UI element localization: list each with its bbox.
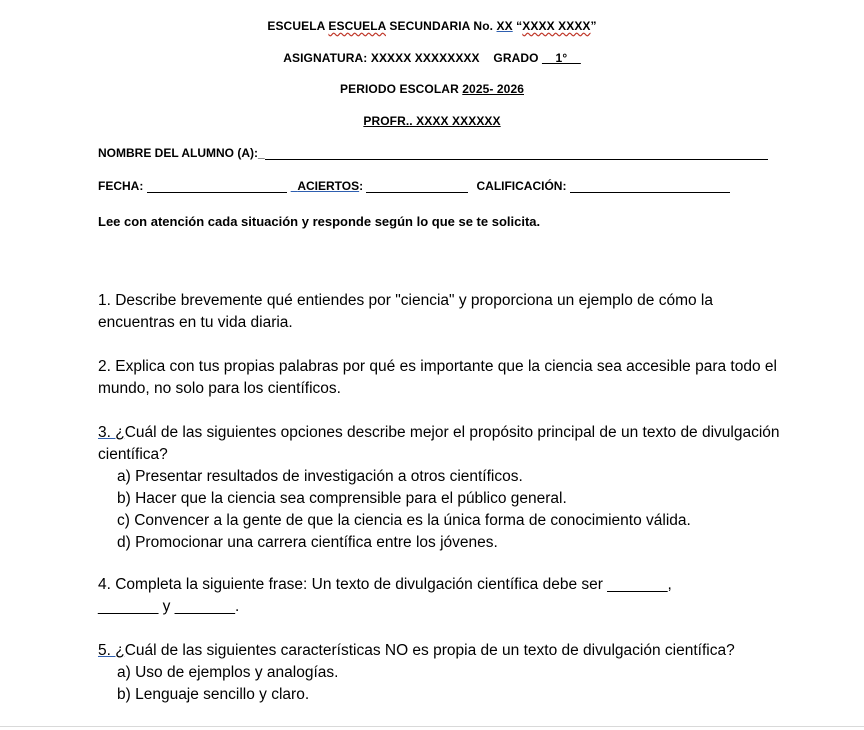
page-bottom-divider [0,726,864,727]
question-1: 1. Describe brevemente qué entiendes por "ciencia" y proporciona un ejemplo de cómo la encuentras en tu vida diaria. [98,292,713,331]
question-3-option-b: b) Hacer que la ciencia sea comprensible para el público general. [117,490,567,507]
question-4-line-1: 4. Completa la siguiente frase: Un texto de divulgación científica debe ser _______, [98,576,672,593]
question-3-option-d: d) Promocionar una carrera científica entre los jóvenes. [117,534,498,551]
grade-value: __1°__ [542,51,581,65]
period-label: PERIODO ESCOLAR [339,82,463,96]
score-field[interactable] [366,180,468,193]
teacher-label: PROFR. [363,114,410,128]
question-3-option-c: c) Convencer a la gente de que la ciencia es la única forma de conocimiento válida. [117,512,691,529]
school-number: XX [496,19,513,33]
school-prefix: E [267,19,276,33]
school-line [0,19,864,33]
school-prefix-rest: SCUELA [275,19,329,33]
school-name: XXXX XXXX [522,19,591,33]
question-5-text: Cuál de las siguientes características NO es propia de un texto de divulgación científica? [124,642,735,659]
subject-line [0,51,864,65]
question-3-text: Cuál de las siguientes opciones describe mejor el propósito principal de un texto de divulgación científica? [98,424,780,463]
question-3 [98,422,788,554]
date-field[interactable] [147,180,287,193]
school-mid: SECUNDARIA No. [386,19,497,33]
question-2: 2. Explica con tus propias palabras por qué es importante que la ciencia sea accesible para todo el mundo, no solo para los científicos. [98,358,777,397]
student-name-mark: _ [257,146,265,160]
question-5 [98,640,788,706]
question-3-number: 3. ¿ [98,424,125,441]
question-5-number: 5. ¿ [98,642,125,659]
student-name-field[interactable] [265,147,768,160]
question-5-option-a: a) Uso de ejemplos y analogías. [117,664,339,681]
question-4-line-2: _______ y _______. [98,598,240,615]
score-label-text: ACIERTOS [297,179,360,193]
school-escuela-word: ESCUELA [328,19,386,33]
instructions: Lee con atención cada situación y responde según lo que se te solicita. [98,214,541,229]
student-name-row [98,146,768,160]
teacher-name: . XXXX XXXXXX [409,114,501,128]
date-label: FECHA: [98,179,144,193]
teacher-line [0,114,864,128]
period-line [0,82,864,96]
subject-label: ASIGNATURA: XXXXX XXXXXXXX [283,51,480,65]
school-name-open: “ [512,19,523,33]
score-colon: : [359,179,364,193]
date-score-row [98,179,730,193]
grade-field-label: CALIFICACIÓN: [476,179,567,193]
question-5-option-b: b) Lenguaje sencillo y claro. [117,686,310,703]
grade-field[interactable] [570,180,730,193]
question-3-option-a: a) Presentar resultados de investigación a otros científicos. [117,468,523,485]
student-name-label: NOMBRE DEL ALUMNO (A): [98,146,258,160]
school-name-close: ” [590,19,597,33]
score-label [291,179,359,193]
grade-label: GRADO [493,51,539,65]
period-value: 2025- 2026 [462,82,524,96]
question-4 [98,574,788,618]
